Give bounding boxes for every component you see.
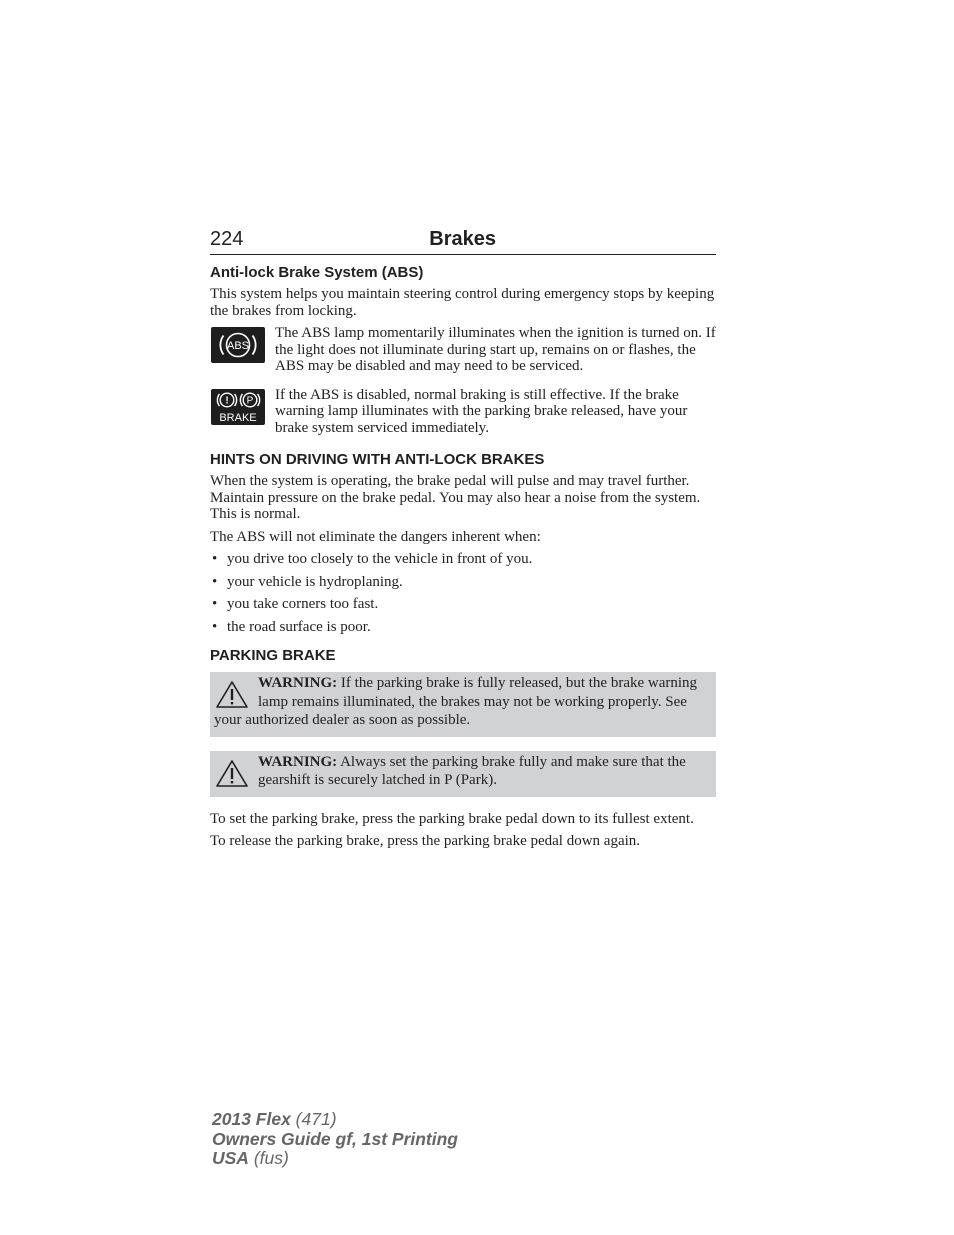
footer-model-code: (471): [290, 1109, 337, 1129]
footer-market: USA: [212, 1148, 249, 1168]
list-item: • you drive too closely to the vehicle in front of you.: [210, 551, 716, 568]
brake-warning-icon: [211, 389, 265, 425]
hints-para-2: The ABS will not eliminate the dangers inherent when:: [210, 528, 541, 545]
list-item: • your vehicle is hydroplaning.: [210, 574, 716, 591]
warning-box-1: [210, 672, 716, 737]
hints-para-1: When the system is operating, the brake pedal will pulse and may travel further. Maintain pressure on the brake pedal. You may also hear a noise from the system. This is normal.: [210, 473, 701, 522]
set-parking-brake-text: To set the parking brake, press the parking brake pedal down to its fullest extent.: [210, 810, 694, 827]
footer-market-code: (fus): [248, 1148, 289, 1168]
page-header: [210, 228, 716, 255]
warning-text: If the parking brake is fully released, but the brake warning lamp remains illuminated, the brakes may not be working properly. See your authorized dealer as soon as possible.: [214, 675, 698, 728]
warning-label: WARNING:: [258, 675, 338, 691]
release-parking-brake-text: To release the parking brake, press the parking brake pedal down again.: [210, 833, 641, 849]
abs-lamp-section: [210, 325, 716, 381]
page-number: 224: [210, 228, 244, 250]
warning-box-2: [210, 751, 716, 797]
hints-heading: HINTS ON DRIVING WITH ANTI-LOCK BRAKES: [210, 451, 545, 468]
brake-icon-label: BRAKE: [219, 411, 257, 424]
abs-warning-icon: [211, 327, 265, 363]
document-footer: [212, 1110, 458, 1169]
warning-text: Always set the parking brake fully and make sure that the gearshift is securely latched in P (Park).: [258, 753, 686, 788]
abs-intro: This system helps you maintain steering control during emergency stops by keeping the brakes from locking.: [210, 286, 715, 319]
chapter-title: Brakes: [429, 228, 496, 250]
page-content: [210, 228, 716, 856]
svg-text:P: P: [246, 395, 254, 406]
abs-icon-label: ABS: [226, 340, 250, 352]
brake-lamp-section: [210, 387, 716, 443]
warning-triangle-icon: [215, 680, 249, 710]
list-item: • the road surface is poor.: [210, 619, 716, 636]
list-item: • you take corners too fast.: [210, 596, 716, 613]
warning-triangle-icon: [215, 759, 249, 789]
svg-text:!: !: [225, 395, 229, 406]
abs-heading: Anti-lock Brake System (ABS): [210, 264, 424, 281]
warning-label: WARNING:: [258, 753, 338, 770]
footer-model: 2013 Flex: [212, 1109, 291, 1129]
brake-lamp-text: If the ABS is disabled, normal braking is still effective. If the brake warning lamp illuminates with the parking brake released, have your brake system serviced immediately.: [275, 386, 688, 436]
abs-lamp-text: The ABS lamp momentarily illuminates when the ignition is turned on. If the light does not illuminate during start up, remains on or flashes, the ABS may be disabled and may need to be serviced.: [275, 325, 716, 374]
footer-guide: Owners Guide gf, 1st Printing: [212, 1128, 458, 1149]
parking-brake-heading: PARKING BRAKE: [210, 647, 336, 664]
hints-bullet-list: [210, 551, 716, 635]
